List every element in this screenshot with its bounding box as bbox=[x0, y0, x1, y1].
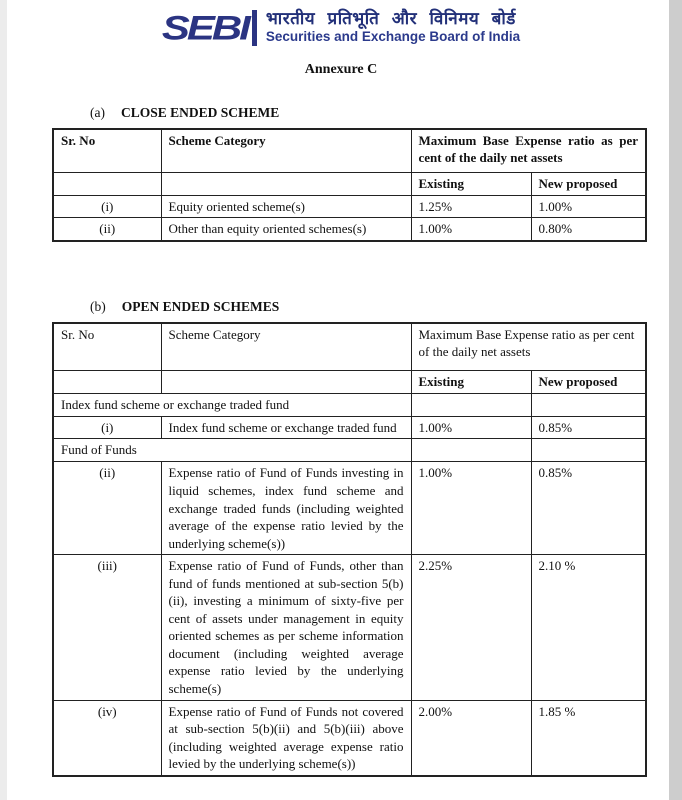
col-header-existing: Existing bbox=[411, 370, 531, 393]
existing-cell: 1.00% bbox=[411, 218, 531, 241]
section-a-label: (a) bbox=[90, 104, 105, 120]
category-cell: Expense ratio of Fund of Funds investing in liquid schemes, index fund scheme and exchange traded funds (including weighted average of the expense ratio levied by the underlying scheme(s)) bbox=[161, 462, 411, 555]
table-header-row bbox=[53, 129, 646, 173]
col-header-sr-no: Sr. No bbox=[53, 323, 161, 371]
sr-no-cell: (ii) bbox=[53, 462, 161, 555]
sr-no-cell: (ii) bbox=[53, 218, 161, 241]
table-row bbox=[53, 462, 646, 555]
category-cell: Expense ratio of Fund of Funds not covered at sub-section 5(b)(ii) and 5(b)(iii) above (including weighted average expense ratio levied by the underlying scheme(s)) bbox=[161, 700, 411, 776]
empty-cell bbox=[411, 393, 531, 416]
sr-no-cell: (iii) bbox=[53, 555, 161, 700]
section-b-label: (b) bbox=[90, 298, 106, 314]
table-subheader-row bbox=[53, 370, 646, 393]
proposed-cell: 1.00% bbox=[531, 195, 646, 218]
sr-no-cell: (iv) bbox=[53, 700, 161, 776]
group-label: Fund of Funds bbox=[53, 439, 411, 462]
sebi-logo-text bbox=[252, 10, 520, 46]
existing-cell: 1.00% bbox=[411, 416, 531, 439]
proposed-cell: 0.85% bbox=[531, 416, 646, 439]
scan-edge-left bbox=[0, 0, 7, 800]
close-ended-scheme-table bbox=[52, 128, 647, 242]
empty-cell bbox=[531, 439, 646, 462]
col-header-new-proposed: New proposed bbox=[531, 172, 646, 195]
empty-cell bbox=[53, 370, 161, 393]
category-cell: Equity oriented scheme(s) bbox=[161, 195, 411, 218]
proposed-cell: 0.85% bbox=[531, 462, 646, 555]
group-row-fund-of-funds bbox=[53, 439, 646, 462]
category-cell: Index fund scheme or exchange traded fund bbox=[161, 416, 411, 439]
section-b-title: OPEN ENDED SCHEMES bbox=[121, 298, 280, 314]
sr-no-cell: (i) bbox=[53, 195, 161, 218]
proposed-cell: 1.85 % bbox=[531, 700, 646, 776]
section-b-heading bbox=[0, 299, 682, 322]
annexure-title: Annexure C bbox=[304, 61, 378, 77]
sr-no-cell: (i) bbox=[53, 416, 161, 439]
empty-cell bbox=[531, 393, 646, 416]
empty-cell bbox=[161, 370, 411, 393]
existing-cell: 2.25% bbox=[411, 555, 531, 700]
table-row bbox=[53, 218, 646, 241]
col-header-max-base: Maximum Base Expense ratio as per cent of the daily net assets bbox=[411, 129, 646, 173]
table-header-row bbox=[53, 323, 646, 371]
category-cell: Expense ratio of Fund of Funds, other than fund of funds mentioned at sub-section 5(b)(ii), investing a minimum of sixty-five per cent of assets under management in equity oriented schemes as per scheme information document (including weighted average expense ratio levied by the underlying scheme(s) bbox=[161, 555, 411, 700]
sebi-logo bbox=[0, 0, 682, 47]
table-row bbox=[53, 700, 646, 776]
category-cell: Other than equity oriented schemes(s) bbox=[161, 218, 411, 241]
col-header-max-base: Maximum Base Expense ratio as per cent of the daily net assets bbox=[411, 323, 646, 371]
empty-cell bbox=[411, 439, 531, 462]
section-a-heading bbox=[0, 105, 682, 128]
col-header-existing: Existing bbox=[411, 172, 531, 195]
col-header-new-proposed: New proposed bbox=[531, 370, 646, 393]
sebi-name-english: Securities and Exchange Board of India bbox=[265, 29, 521, 45]
existing-cell: 2.00% bbox=[411, 700, 531, 776]
sebi-name-hindi: भारतीय प्रतिभूति और विनिमय बोर्ड bbox=[265, 8, 516, 29]
table-subheader-row bbox=[53, 172, 646, 195]
col-header-scheme-category: Scheme Category bbox=[161, 323, 411, 371]
empty-cell bbox=[161, 172, 411, 195]
group-label: Index fund scheme or exchange traded fund bbox=[53, 393, 411, 416]
col-header-scheme-category: Scheme Category bbox=[161, 129, 411, 173]
proposed-cell: 0.80% bbox=[531, 218, 646, 241]
table-row bbox=[53, 555, 646, 700]
proposed-cell: 2.10 % bbox=[531, 555, 646, 700]
open-ended-schemes-table bbox=[52, 322, 647, 777]
table-row bbox=[53, 416, 646, 439]
group-row-index-fund bbox=[53, 393, 646, 416]
scan-edge-right bbox=[669, 0, 682, 800]
existing-cell: 1.00% bbox=[411, 462, 531, 555]
section-a-title: CLOSE ENDED SCHEME bbox=[120, 104, 280, 120]
table-row bbox=[53, 195, 646, 218]
existing-cell: 1.25% bbox=[411, 195, 531, 218]
empty-cell bbox=[53, 172, 161, 195]
col-header-sr-no: Sr. No bbox=[53, 129, 161, 173]
sebi-wordmark-icon: SEBI bbox=[161, 8, 248, 47]
